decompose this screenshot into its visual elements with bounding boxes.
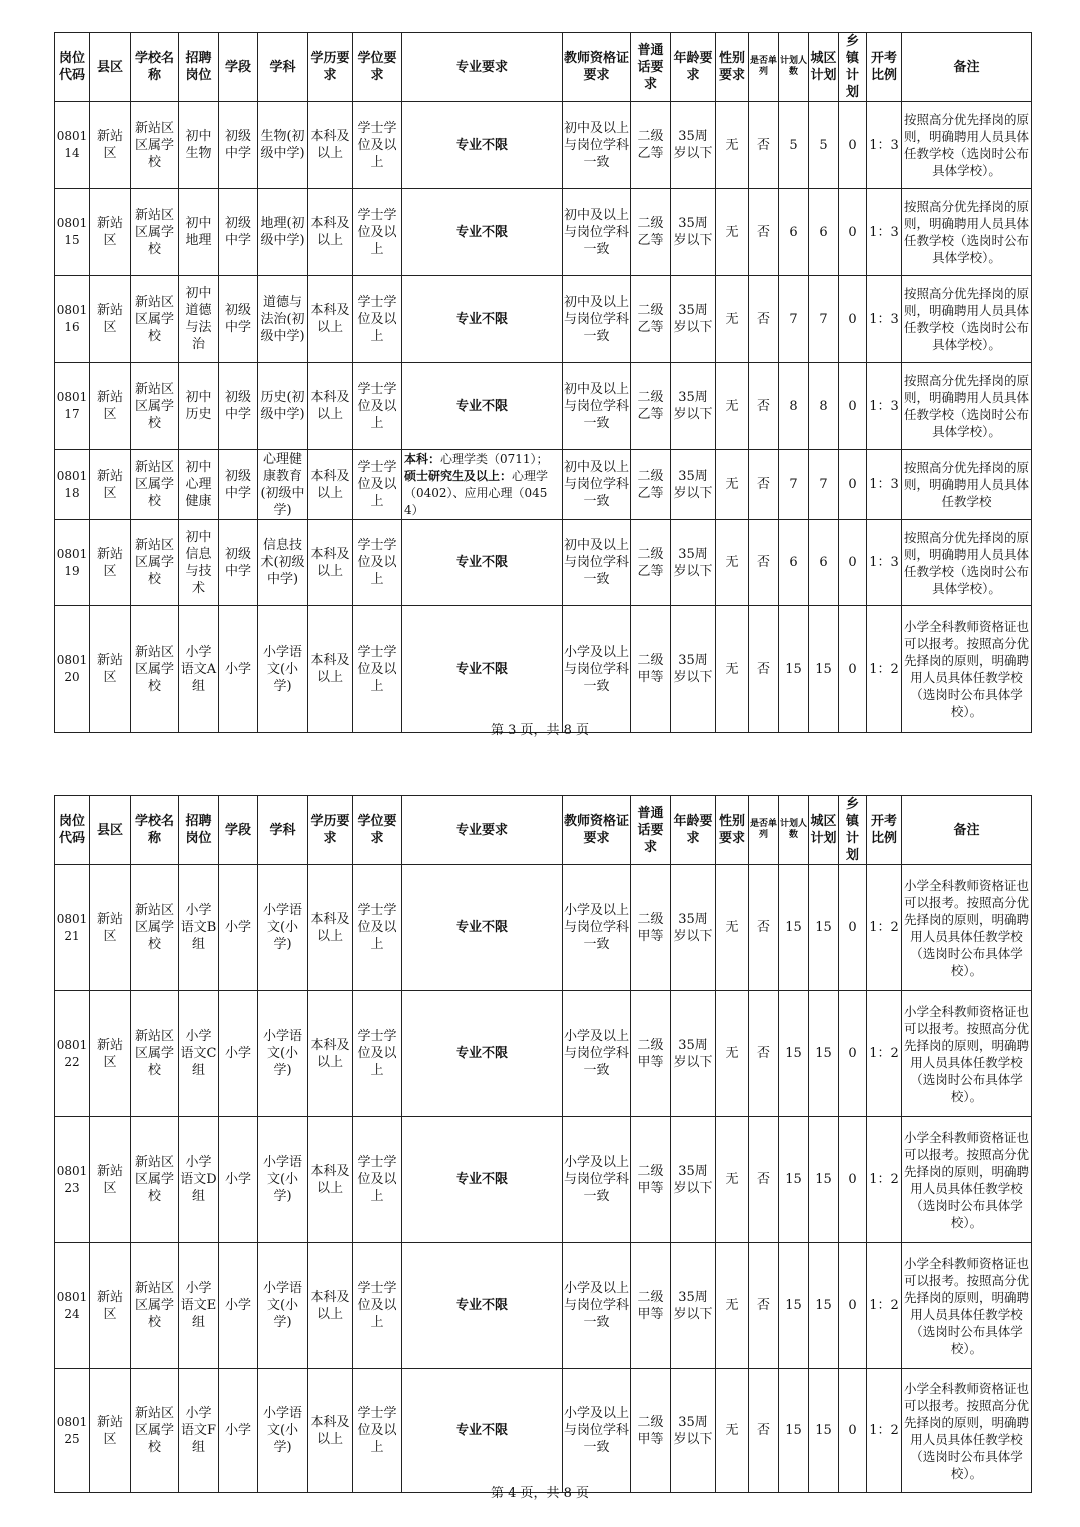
cell-ratio: 1：2 xyxy=(867,1243,902,1369)
cell-mandarin: 二级甲等 xyxy=(631,606,671,733)
header-cell: 备注 xyxy=(902,33,1032,102)
cell-age: 35周岁以下 xyxy=(671,606,716,733)
cell-gender: 无 xyxy=(716,1243,749,1369)
table-row xyxy=(55,865,1032,991)
major-label-graduate: 硕士研究生及以上： xyxy=(404,468,513,483)
cell-mandarin: 二级乙等 xyxy=(631,189,671,276)
cell-major: 专业不限 xyxy=(402,189,563,276)
cell-major: 专业不限 xyxy=(402,102,563,189)
cell-mandarin: 二级乙等 xyxy=(631,450,671,520)
cell-post-code: 080117 xyxy=(55,363,90,450)
cell-separate: 否 xyxy=(749,450,779,520)
cell-major: 专业不限 xyxy=(402,991,563,1117)
header-cell: 乡镇计划 xyxy=(839,796,867,865)
cell-county: 新站区 xyxy=(90,363,131,450)
header-cell: 学历要求 xyxy=(308,33,353,102)
cell-post: 初中生物 xyxy=(179,102,219,189)
header-cell: 普通话要求 xyxy=(631,33,671,102)
cell-mandarin: 二级甲等 xyxy=(631,1369,671,1493)
cell-mandarin: 二级甲等 xyxy=(631,865,671,991)
cell-degree: 学士学位及以上 xyxy=(353,1369,402,1493)
header-cell: 性别要求 xyxy=(716,33,749,102)
cell-school: 新站区区属学校 xyxy=(131,102,179,189)
cell-ratio: 1：2 xyxy=(867,606,902,733)
cell-education: 本科及以上 xyxy=(308,991,353,1117)
recruitment-table xyxy=(54,32,1032,733)
cell-gender: 无 xyxy=(716,450,749,520)
cell-plan: 15 xyxy=(779,1117,809,1243)
table-row xyxy=(55,1117,1032,1243)
cell-stage: 小学 xyxy=(219,1369,258,1493)
cell-gender: 无 xyxy=(716,991,749,1117)
cell-separate: 否 xyxy=(749,520,779,606)
cell-post-code: 080120 xyxy=(55,606,90,733)
cell-certificate: 小学及以上与岗位学科一致 xyxy=(563,1369,631,1493)
table-row xyxy=(55,450,1032,520)
cell-post: 小学语文B组 xyxy=(179,865,219,991)
cell-post: 初中地理 xyxy=(179,189,219,276)
cell-post: 初中道德与法治 xyxy=(179,276,219,363)
cell-school: 新站区区属学校 xyxy=(131,520,179,606)
cell-stage: 小学 xyxy=(219,991,258,1117)
cell-mandarin: 二级乙等 xyxy=(631,276,671,363)
cell-remark: 小学全科教师资格证也可以报考。按照高分优先择岗的原则，明确聘用人员具体任教学校（选岗时公布具体学校）。 xyxy=(902,865,1032,991)
cell-urban-plan: 7 xyxy=(809,450,839,520)
header-cell: 是否单列 xyxy=(749,796,779,865)
cell-post: 初中历史 xyxy=(179,363,219,450)
header-row xyxy=(55,33,1032,102)
cell-age: 35周岁以下 xyxy=(671,102,716,189)
cell-town-plan: 0 xyxy=(839,1369,867,1493)
cell-plan: 15 xyxy=(779,1369,809,1493)
cell-county: 新站区 xyxy=(90,520,131,606)
cell-stage: 初级中学 xyxy=(219,450,258,520)
cell-remark: 小学全科教师资格证也可以报考。按照高分优先择岗的原则，明确聘用人员具体任教学校（选岗时公布具体学校）。 xyxy=(902,1243,1032,1369)
cell-education: 本科及以上 xyxy=(308,865,353,991)
header-cell: 乡镇计划 xyxy=(839,33,867,102)
cell-urban-plan: 6 xyxy=(809,189,839,276)
cell-stage: 小学 xyxy=(219,865,258,991)
cell-post: 初中信息与技术 xyxy=(179,520,219,606)
cell-post-code: 080118 xyxy=(55,450,90,520)
cell-post: 初中心理健康 xyxy=(179,450,219,520)
cell-post: 小学语文C组 xyxy=(179,991,219,1117)
cell-school: 新站区区属学校 xyxy=(131,606,179,733)
cell-post: 小学语文D组 xyxy=(179,1117,219,1243)
cell-separate: 否 xyxy=(749,1117,779,1243)
cell-remark: 按照高分优先择岗的原则，明确聘用人员具体任教学校（选岗时公布具体学校）。 xyxy=(902,363,1032,450)
header-cell: 学科 xyxy=(258,33,308,102)
cell-plan: 8 xyxy=(779,363,809,450)
cell-post-code: 080119 xyxy=(55,520,90,606)
cell-education: 本科及以上 xyxy=(308,1243,353,1369)
cell-plan: 6 xyxy=(779,520,809,606)
cell-degree: 学士学位及以上 xyxy=(353,865,402,991)
header-cell: 城区计划 xyxy=(809,33,839,102)
cell-subject: 小学语文(小学) xyxy=(258,1117,308,1243)
header-cell: 岗位代码 xyxy=(55,33,90,102)
cell-age: 35周岁以下 xyxy=(671,865,716,991)
table-row xyxy=(55,606,1032,733)
cell-separate: 否 xyxy=(749,1369,779,1493)
cell-separate: 否 xyxy=(749,189,779,276)
cell-gender: 无 xyxy=(716,102,749,189)
major-label-undergrad: 本科： xyxy=(404,451,441,466)
table-row xyxy=(55,189,1032,276)
cell-ratio: 1：2 xyxy=(867,865,902,991)
header-cell: 招聘岗位 xyxy=(179,796,219,865)
page-footer: 第 3 页，共 8 页 xyxy=(490,723,590,738)
cell-county: 新站区 xyxy=(90,450,131,520)
cell-stage: 初级中学 xyxy=(219,520,258,606)
cell-school: 新站区区属学校 xyxy=(131,276,179,363)
major-text-graduate: 心理学（0402）、应用心理（0454） xyxy=(404,468,549,517)
cell-degree: 学士学位及以上 xyxy=(353,520,402,606)
cell-age: 35周岁以下 xyxy=(671,1243,716,1369)
cell-subject: 生物(初级中学) xyxy=(258,102,308,189)
cell-plan: 15 xyxy=(779,606,809,733)
table-row xyxy=(55,276,1032,363)
cell-gender: 无 xyxy=(716,520,749,606)
cell-remark: 小学全科教师资格证也可以报考。按照高分优先择岗的原则，明确聘用人员具体任教学校（选岗时公布具体学校）。 xyxy=(902,1369,1032,1493)
cell-post-code: 080124 xyxy=(55,1243,90,1369)
cell-subject: 小学语文(小学) xyxy=(258,1243,308,1369)
cell-certificate: 初中及以上与岗位学科一致 xyxy=(563,189,631,276)
cell-urban-plan: 15 xyxy=(809,865,839,991)
cell-stage: 小学 xyxy=(219,606,258,733)
cell-education: 本科及以上 xyxy=(308,606,353,733)
header-cell: 是否单列 xyxy=(749,33,779,102)
header-cell: 学段 xyxy=(219,33,258,102)
cell-county: 新站区 xyxy=(90,991,131,1117)
header-cell: 年龄要求 xyxy=(671,796,716,865)
cell-age: 35周岁以下 xyxy=(671,1369,716,1493)
cell-separate: 否 xyxy=(749,865,779,991)
cell-town-plan: 0 xyxy=(839,450,867,520)
cell-age: 35周岁以下 xyxy=(671,520,716,606)
cell-major: 专业不限 xyxy=(402,520,563,606)
table-row xyxy=(55,1243,1032,1369)
cell-certificate: 初中及以上与岗位学科一致 xyxy=(563,363,631,450)
header-cell: 开考比例 xyxy=(867,33,902,102)
cell-major: 专业不限 xyxy=(402,606,563,733)
header-cell: 学校名称 xyxy=(131,796,179,865)
cell-remark: 按照高分优先择岗的原则，明确聘用人员具体任教学校（选岗时公布具体学校）。 xyxy=(902,189,1032,276)
cell-degree: 学士学位及以上 xyxy=(353,189,402,276)
cell-stage: 小学 xyxy=(219,1117,258,1243)
cell-age: 35周岁以下 xyxy=(671,991,716,1117)
cell-degree: 学士学位及以上 xyxy=(353,276,402,363)
cell-subject: 小学语文(小学) xyxy=(258,606,308,733)
cell-post-code: 080115 xyxy=(55,189,90,276)
cell-subject: 历史(初级中学) xyxy=(258,363,308,450)
cell-county: 新站区 xyxy=(90,865,131,991)
cell-town-plan: 0 xyxy=(839,102,867,189)
cell-urban-plan: 15 xyxy=(809,1369,839,1493)
cell-county: 新站区 xyxy=(90,102,131,189)
cell-school: 新站区区属学校 xyxy=(131,1369,179,1493)
header-cell: 开考比例 xyxy=(867,796,902,865)
cell-town-plan: 0 xyxy=(839,189,867,276)
cell-age: 35周岁以下 xyxy=(671,189,716,276)
cell-certificate: 小学及以上与岗位学科一致 xyxy=(563,1243,631,1369)
table-row xyxy=(55,991,1032,1117)
table-row xyxy=(55,1369,1032,1493)
cell-county: 新站区 xyxy=(90,606,131,733)
page-footer: 第 4 页，共 8 页 xyxy=(490,1486,590,1501)
cell-urban-plan: 8 xyxy=(809,363,839,450)
cell-degree: 学士学位及以上 xyxy=(353,606,402,733)
cell-subject: 地理(初级中学) xyxy=(258,189,308,276)
cell-urban-plan: 15 xyxy=(809,1243,839,1369)
cell-mandarin: 二级甲等 xyxy=(631,1243,671,1369)
header-cell: 县区 xyxy=(90,796,131,865)
cell-county: 新站区 xyxy=(90,1369,131,1493)
cell-urban-plan: 15 xyxy=(809,991,839,1117)
cell-education: 本科及以上 xyxy=(308,363,353,450)
cell-urban-plan: 5 xyxy=(809,102,839,189)
cell-stage: 初级中学 xyxy=(219,363,258,450)
cell-plan: 5 xyxy=(779,102,809,189)
cell-remark: 按照高分优先择岗的原则，明确聘用人员具体任教学校（选岗时公布具体学校）。 xyxy=(902,520,1032,606)
header-cell: 学位要求 xyxy=(353,33,402,102)
cell-subject: 小学语文(小学) xyxy=(258,865,308,991)
cell-urban-plan: 15 xyxy=(809,1117,839,1243)
cell-town-plan: 0 xyxy=(839,606,867,733)
cell-town-plan: 0 xyxy=(839,1243,867,1369)
cell-plan: 7 xyxy=(779,276,809,363)
header-cell: 备注 xyxy=(902,796,1032,865)
cell-education: 本科及以上 xyxy=(308,450,353,520)
cell-ratio: 1：3 xyxy=(867,450,902,520)
header-cell: 招聘岗位 xyxy=(179,33,219,102)
cell-mandarin: 二级乙等 xyxy=(631,102,671,189)
cell-subject: 小学语文(小学) xyxy=(258,1369,308,1493)
cell-ratio: 1：3 xyxy=(867,102,902,189)
cell-school: 新站区区属学校 xyxy=(131,363,179,450)
cell-ratio: 1：3 xyxy=(867,363,902,450)
major-text-undergrad: 心理学类（0711）； xyxy=(440,451,549,466)
header-cell: 专业要求 xyxy=(402,33,563,102)
cell-age: 35周岁以下 xyxy=(671,1117,716,1243)
cell-school: 新站区区属学校 xyxy=(131,1117,179,1243)
cell-ratio: 1：2 xyxy=(867,991,902,1117)
header-cell: 性别要求 xyxy=(716,796,749,865)
cell-ratio: 1：3 xyxy=(867,189,902,276)
cell-town-plan: 0 xyxy=(839,991,867,1117)
cell-county: 新站区 xyxy=(90,1117,131,1243)
cell-stage: 初级中学 xyxy=(219,189,258,276)
cell-post-code: 080114 xyxy=(55,102,90,189)
cell-certificate: 小学及以上与岗位学科一致 xyxy=(563,606,631,733)
cell-separate: 否 xyxy=(749,102,779,189)
table-page-3 xyxy=(54,32,1031,733)
cell-age: 35周岁以下 xyxy=(671,450,716,520)
cell-urban-plan: 7 xyxy=(809,276,839,363)
cell-separate: 否 xyxy=(749,363,779,450)
cell-county: 新站区 xyxy=(90,276,131,363)
header-cell: 学历要求 xyxy=(308,796,353,865)
header-cell: 普通话要求 xyxy=(631,796,671,865)
cell-education: 本科及以上 xyxy=(308,102,353,189)
cell-plan: 15 xyxy=(779,865,809,991)
cell-ratio: 1：3 xyxy=(867,276,902,363)
cell-subject: 道德与法治(初级中学) xyxy=(258,276,308,363)
cell-separate: 否 xyxy=(749,991,779,1117)
header-cell: 岗位代码 xyxy=(55,796,90,865)
cell-major xyxy=(402,450,563,520)
cell-ratio: 1：2 xyxy=(867,1117,902,1243)
cell-town-plan: 0 xyxy=(839,865,867,991)
cell-stage: 初级中学 xyxy=(219,276,258,363)
cell-gender: 无 xyxy=(716,1369,749,1493)
header-cell: 计划人数 xyxy=(779,33,809,102)
cell-remark: 小学全科教师资格证也可以报考。按照高分优先择岗的原则，明确聘用人员具体任教学校（选岗时公布具体学校）。 xyxy=(902,1117,1032,1243)
cell-degree: 学士学位及以上 xyxy=(353,1117,402,1243)
cell-post: 小学语文E组 xyxy=(179,1243,219,1369)
cell-post: 小学语文A组 xyxy=(179,606,219,733)
table-row xyxy=(55,363,1032,450)
cell-mandarin: 二级乙等 xyxy=(631,520,671,606)
cell-gender: 无 xyxy=(716,865,749,991)
cell-age: 35周岁以下 xyxy=(671,363,716,450)
cell-gender: 无 xyxy=(716,363,749,450)
cell-urban-plan: 6 xyxy=(809,520,839,606)
cell-gender: 无 xyxy=(716,189,749,276)
cell-subject: 信息技术(初级中学) xyxy=(258,520,308,606)
cell-gender: 无 xyxy=(716,276,749,363)
cell-gender: 无 xyxy=(716,1117,749,1243)
cell-gender: 无 xyxy=(716,606,749,733)
cell-remark: 按照高分优先择岗的原则，明确聘用人员具体任教学校 xyxy=(902,450,1032,520)
cell-education: 本科及以上 xyxy=(308,276,353,363)
cell-major: 专业不限 xyxy=(402,865,563,991)
table-row xyxy=(55,520,1032,606)
cell-separate: 否 xyxy=(749,606,779,733)
cell-plan: 6 xyxy=(779,189,809,276)
header-cell: 专业要求 xyxy=(402,796,563,865)
header-row xyxy=(55,796,1032,865)
cell-post-code: 080116 xyxy=(55,276,90,363)
cell-separate: 否 xyxy=(749,1243,779,1369)
cell-stage: 小学 xyxy=(219,1243,258,1369)
cell-education: 本科及以上 xyxy=(308,1117,353,1243)
cell-school: 新站区区属学校 xyxy=(131,991,179,1117)
header-cell: 城区计划 xyxy=(809,796,839,865)
recruitment-table xyxy=(54,795,1032,1493)
cell-urban-plan: 15 xyxy=(809,606,839,733)
header-cell: 教师资格证要求 xyxy=(563,796,631,865)
cell-ratio: 1：3 xyxy=(867,520,902,606)
cell-mandarin: 二级乙等 xyxy=(631,363,671,450)
cell-school: 新站区区属学校 xyxy=(131,865,179,991)
table-row xyxy=(55,102,1032,189)
cell-mandarin: 二级甲等 xyxy=(631,1117,671,1243)
cell-remark: 按照高分优先择岗的原则，明确聘用人员具体任教学校（选岗时公布具体学校）。 xyxy=(902,276,1032,363)
cell-degree: 学士学位及以上 xyxy=(353,991,402,1117)
header-cell: 县区 xyxy=(90,33,131,102)
cell-degree: 学士学位及以上 xyxy=(353,1243,402,1369)
cell-post-code: 080122 xyxy=(55,991,90,1117)
cell-ratio: 1：2 xyxy=(867,1369,902,1493)
cell-remark: 小学全科教师资格证也可以报考。按照高分优先择岗的原则，明确聘用人员具体任教学校（选岗时公布具体学校）。 xyxy=(902,991,1032,1117)
cell-county: 新站区 xyxy=(90,189,131,276)
cell-town-plan: 0 xyxy=(839,1117,867,1243)
header-cell: 学段 xyxy=(219,796,258,865)
cell-major: 专业不限 xyxy=(402,363,563,450)
cell-school: 新站区区属学校 xyxy=(131,189,179,276)
header-cell: 年龄要求 xyxy=(671,33,716,102)
header-cell: 学位要求 xyxy=(353,796,402,865)
cell-post-code: 080121 xyxy=(55,865,90,991)
cell-stage: 初级中学 xyxy=(219,102,258,189)
cell-certificate: 小学及以上与岗位学科一致 xyxy=(563,991,631,1117)
header-cell: 计划人数 xyxy=(779,796,809,865)
cell-post-code: 080125 xyxy=(55,1369,90,1493)
cell-remark: 按照高分优先择岗的原则，明确聘用人员具体任教学校（选岗时公布具体学校）。 xyxy=(902,102,1032,189)
cell-certificate: 初中及以上与岗位学科一致 xyxy=(563,276,631,363)
cell-remark: 小学全科教师资格证也可以报考。按照高分优先择岗的原则，明确聘用人员具体任教学校（选岗时公布具体学校）。 xyxy=(902,606,1032,733)
cell-separate: 否 xyxy=(749,276,779,363)
cell-certificate: 小学及以上与岗位学科一致 xyxy=(563,865,631,991)
cell-major: 专业不限 xyxy=(402,276,563,363)
header-cell: 学科 xyxy=(258,796,308,865)
cell-subject: 心理健康教育(初级中学) xyxy=(258,450,308,520)
cell-major: 专业不限 xyxy=(402,1243,563,1369)
cell-subject: 小学语文(小学) xyxy=(258,991,308,1117)
cell-post: 小学语文F组 xyxy=(179,1369,219,1493)
cell-education: 本科及以上 xyxy=(308,189,353,276)
cell-age: 35周岁以下 xyxy=(671,276,716,363)
cell-school: 新站区区属学校 xyxy=(131,450,179,520)
cell-certificate: 初中及以上与岗位学科一致 xyxy=(563,102,631,189)
header-cell: 学校名称 xyxy=(131,33,179,102)
cell-plan: 15 xyxy=(779,991,809,1117)
cell-mandarin: 二级甲等 xyxy=(631,991,671,1117)
cell-school: 新站区区属学校 xyxy=(131,1243,179,1369)
cell-town-plan: 0 xyxy=(839,520,867,606)
cell-education: 本科及以上 xyxy=(308,1369,353,1493)
cell-degree: 学士学位及以上 xyxy=(353,363,402,450)
cell-certificate: 初中及以上与岗位学科一致 xyxy=(563,450,631,520)
cell-degree: 学士学位及以上 xyxy=(353,450,402,520)
cell-county: 新站区 xyxy=(90,1243,131,1369)
cell-major: 专业不限 xyxy=(402,1369,563,1493)
cell-major: 专业不限 xyxy=(402,1117,563,1243)
cell-degree: 学士学位及以上 xyxy=(353,102,402,189)
cell-plan: 7 xyxy=(779,450,809,520)
cell-town-plan: 0 xyxy=(839,276,867,363)
header-cell: 教师资格证要求 xyxy=(563,33,631,102)
cell-certificate: 小学及以上与岗位学科一致 xyxy=(563,1117,631,1243)
cell-education: 本科及以上 xyxy=(308,520,353,606)
cell-plan: 15 xyxy=(779,1243,809,1369)
cell-town-plan: 0 xyxy=(839,363,867,450)
cell-post-code: 080123 xyxy=(55,1117,90,1243)
cell-certificate: 初中及以上与岗位学科一致 xyxy=(563,520,631,606)
table-page-4 xyxy=(54,795,1031,1493)
